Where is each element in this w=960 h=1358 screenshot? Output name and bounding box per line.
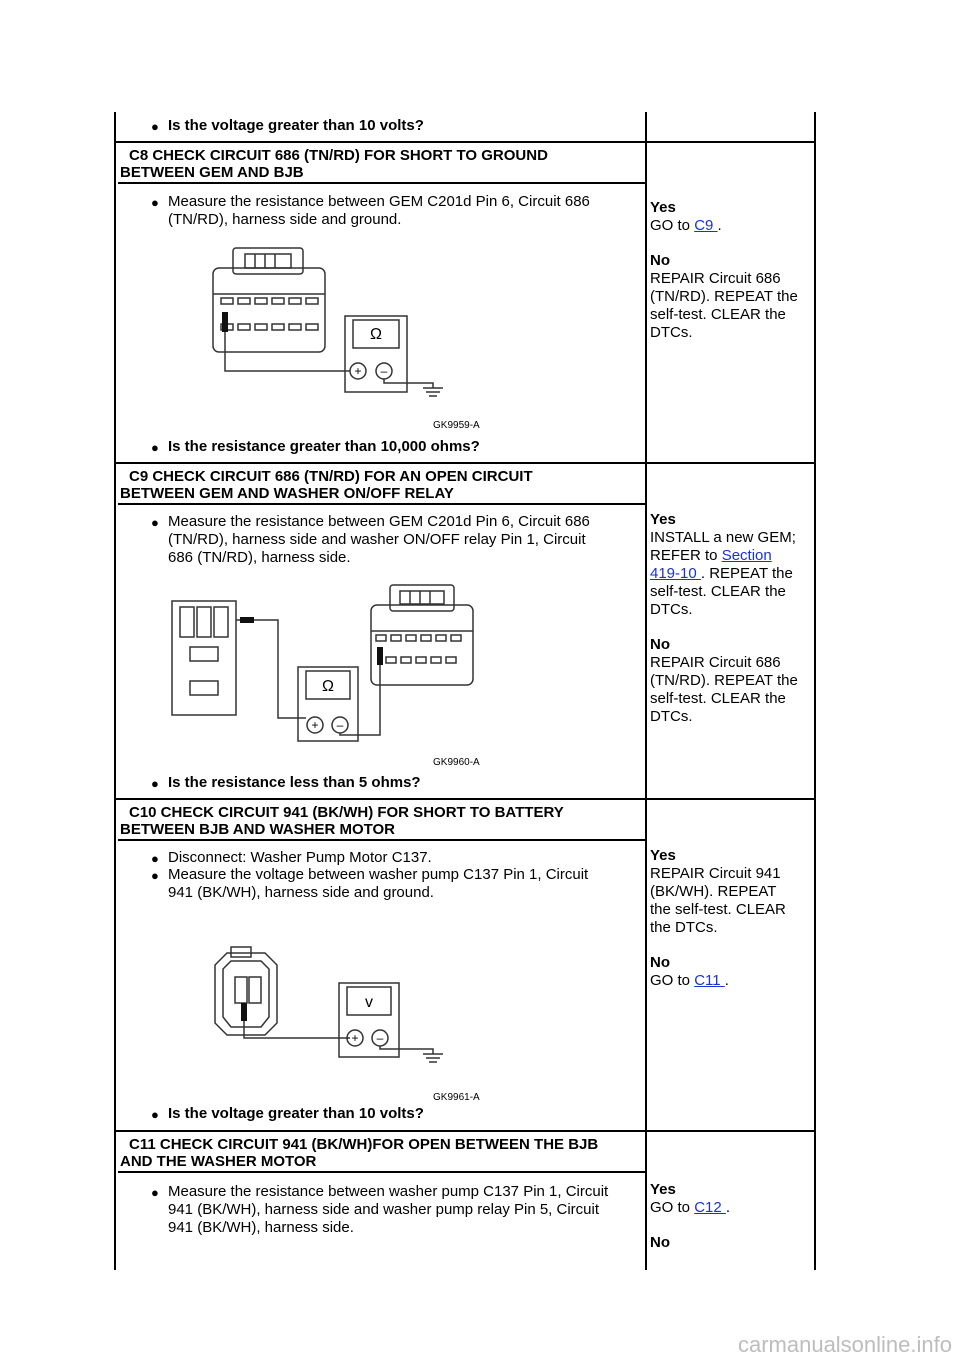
bullet-icon: ●	[151, 868, 159, 883]
wiring-diagram-c8	[205, 240, 515, 435]
svg-text:+: +	[311, 718, 319, 732]
step-question: Is the voltage greater than 10 volts?	[168, 1105, 424, 1122]
watermark: carmanualsonline.info	[737, 1332, 952, 1357]
svg-text:+: +	[351, 1031, 359, 1045]
wiring-diagram-c9	[168, 575, 498, 770]
svg-text:–: –	[380, 364, 388, 378]
link-c11[interactable]: C11	[694, 972, 725, 989]
wiring-diagram-c10	[205, 935, 515, 1105]
header-underline	[118, 503, 646, 505]
step-header-c11: C11 CHECK CIRCUIT 941 (BK/WH)FOR OPEN BETWEEN THE BJB AND THE WASHER MOTOR	[120, 1136, 599, 1170]
svg-text:–: –	[376, 1031, 384, 1045]
meter-symbol: Ω	[370, 326, 382, 343]
step-instruction: Measure the resistance between GEM C201d Pin 6, Circuit 686 (TN/RD), harness side and ground.	[168, 193, 590, 228]
step-question: Is the resistance greater than 10,000 ohms?	[168, 438, 480, 455]
link-section-419-10-cont[interactable]: 419-10	[650, 565, 701, 582]
step-instruction: Measure the voltage between washer pump C137 Pin 1, Circuit 941 (BK/WH), harness side and ground.	[168, 866, 589, 901]
bullet-icon: ●	[151, 440, 159, 455]
step-header-c8: C8 CHECK CIRCUIT 686 (TN/RD) FOR SHORT TO GROUND BETWEEN GEM AND BJB	[120, 147, 548, 181]
bullet-icon: ●	[151, 195, 159, 210]
step-header-c9: C9 CHECK CIRCUIT 686 (TN/RD) FOR AN OPEN CIRCUIT BETWEEN GEM AND WASHER ON/OFF RELAY	[120, 468, 533, 502]
link-section-419-10[interactable]: Section	[721, 547, 772, 564]
table-column-divider	[645, 112, 647, 1270]
bullet-icon: ●	[151, 119, 159, 134]
link-c12[interactable]: C12	[694, 1199, 726, 1216]
answer-c11: Yes GO to C12 . No	[650, 1181, 731, 1251]
figure-label: GK9959-A	[433, 420, 480, 431]
figure-label: GK9960-A	[433, 757, 480, 768]
bullet-icon: ●	[151, 1107, 159, 1122]
table-left-border	[114, 112, 116, 1270]
svg-text:–: –	[336, 718, 344, 732]
row-divider	[114, 141, 816, 143]
row-divider	[114, 1130, 816, 1132]
header-underline	[118, 182, 646, 184]
header-underline	[118, 1171, 646, 1173]
step-instruction: Disconnect: Washer Pump Motor C137.	[168, 849, 432, 866]
step-question: Is the voltage greater than 10 volts?	[168, 117, 424, 134]
table-right-border	[814, 112, 816, 1270]
meter-symbol: v	[365, 994, 373, 1011]
answer-c8: Yes GO to C9 . No REPAIR Circuit 686 (TN/RD). REPEAT the self-test. CLEAR the DTCs.	[650, 199, 798, 341]
meter-symbol: Ω	[322, 678, 334, 695]
link-c9[interactable]: C9	[694, 217, 718, 234]
figure-label: GK9961-A	[433, 1092, 480, 1103]
answer-c9: Yes INSTALL a new GEM; REFER to Section 419-10 . REPEAT the self-test. CLEAR the DTCs. No REPAIR Circuit 686 (TN/RD). REPEAT the self-test. CLEAR the DTCs.	[650, 511, 798, 725]
bullet-icon: ●	[151, 851, 159, 866]
step-question: Is the resistance less than 5 ohms?	[168, 774, 421, 791]
step-header-c10: C10 CHECK CIRCUIT 941 (BK/WH) FOR SHORT TO BATTERY BETWEEN BJB AND WASHER MOTOR	[120, 804, 564, 838]
header-underline	[118, 839, 646, 841]
bullet-icon: ●	[151, 776, 159, 791]
step-instruction: Measure the resistance between washer pump C137 Pin 1, Circuit 941 (BK/WH), harness side and washer pump relay Pin 5, Circuit 941 (BK/WH), harness side.	[168, 1183, 609, 1236]
answer-c10: Yes REPAIR Circuit 941 (BK/WH). REPEAT the self-test. CLEAR the DTCs. No GO to C11 .	[650, 847, 786, 989]
row-divider	[114, 798, 816, 800]
svg-text:+: +	[354, 364, 362, 378]
step-instruction: Measure the resistance between GEM C201d Pin 6, Circuit 686 (TN/RD), harness side and washer ON/OFF relay Pin 1, Circuit 686 (TN/RD), harness side.	[168, 513, 590, 566]
bullet-icon: ●	[151, 515, 159, 530]
bullet-icon: ●	[151, 1185, 159, 1200]
row-divider	[114, 462, 816, 464]
